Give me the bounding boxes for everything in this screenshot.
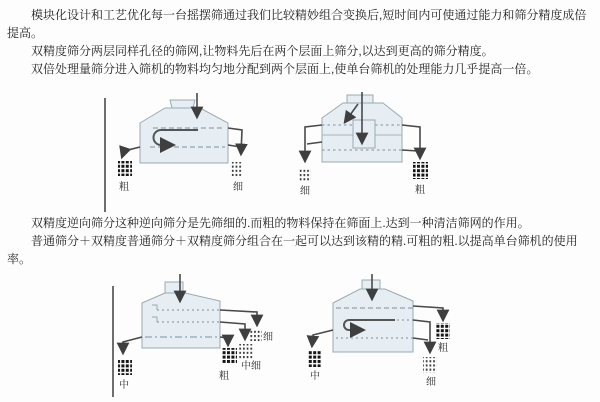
fine-dots-icon — [423, 357, 437, 373]
paragraph-modular-design: 模块化设计和工艺优化每一台摇摆筛通过我们比较精妙组合变换后,短时间内可使通过能力和筛分精度成倍提高。 — [7, 8, 587, 40]
fine-dots-icon — [250, 330, 262, 341]
coarse-label: 粗 — [119, 182, 129, 193]
coarse-dots-icon — [118, 161, 132, 176]
medium-fine-outlet-arrow — [220, 322, 245, 339]
medium-outlet-arrow — [312, 330, 333, 346]
coarse-outlet-arrow — [402, 125, 420, 158]
medium-dots-icon — [118, 360, 132, 375]
medium-dots-icon — [308, 351, 322, 367]
feed-splitter-box — [353, 120, 375, 148]
coarse-label: 粗 — [415, 185, 425, 196]
paragraph-double-precision: 双精度筛分两层同样孔径的筛网,让物料先后在两个层面上筛分,以达到更高的筛分精度。 — [31, 44, 494, 58]
coarse-label: 粗 — [219, 371, 229, 382]
fine-dots-icon — [298, 168, 311, 182]
medium-fine-dots-icon — [238, 344, 253, 359]
paragraph-reverse-sieving: 双精度逆向筛分这种逆向筛分是先筛细的.而粗的物料保持在筛面上.达到一种清洁筛网的作用。 — [31, 216, 530, 230]
coarse-outlet-arrow — [413, 306, 443, 320]
medium-fine-label: 中细 — [241, 361, 261, 372]
fine-outlet-line — [307, 142, 322, 144]
medium-label: 中 — [119, 380, 129, 391]
inlet-stub — [170, 100, 195, 108]
fine-label: 细 — [263, 332, 273, 343]
diagram-reverse-sieving — [300, 272, 460, 400]
medium-outlet-arrow — [123, 337, 142, 353]
fine-label: 细 — [233, 182, 243, 193]
fine-outlet-arrow — [228, 128, 242, 154]
coarse-outlet-arrow — [122, 147, 140, 157]
coarse-outlet-line — [402, 150, 418, 151]
coarse-outlet-arrow — [220, 337, 228, 345]
paragraph-double-throughput: 双倍处理量筛分进入筛机的物料均匀地分配到两个层面上,使单台筛机的处理能力几乎提高一倍。 — [31, 62, 539, 76]
coarse-dots-icon — [222, 348, 237, 363]
inlet-stub — [362, 280, 380, 289]
fine-outlet-line — [228, 145, 241, 147]
sieve-body — [142, 293, 220, 348]
coarse-label: 粗 — [438, 343, 448, 354]
fine-outlet-line — [413, 338, 428, 340]
medium-label: 中 — [310, 371, 320, 382]
reverse-sieving-paragraphs — [7, 214, 596, 268]
coarse-dots-icon — [436, 323, 450, 339]
fine-outlet-arrow — [413, 320, 430, 352]
coarse-dots-icon — [413, 162, 428, 179]
diagram-combined-sieving — [95, 272, 290, 400]
inlet-stub — [347, 95, 373, 103]
fine-label: 细 — [426, 377, 436, 388]
diagram-double-precision-sieving — [95, 90, 285, 215]
intro-paragraphs — [7, 6, 596, 78]
fine-label: 细 — [300, 186, 310, 197]
diagram-double-throughput-sieving — [285, 90, 470, 215]
fine-dots-icon — [230, 162, 243, 176]
paragraph-combined-sieving: 普通筛分＋双精度普通筛分＋双精度筛分组合在一起可以达到该精的精.可粗的粗.以提高单台筛机的使用率。 — [7, 234, 578, 266]
